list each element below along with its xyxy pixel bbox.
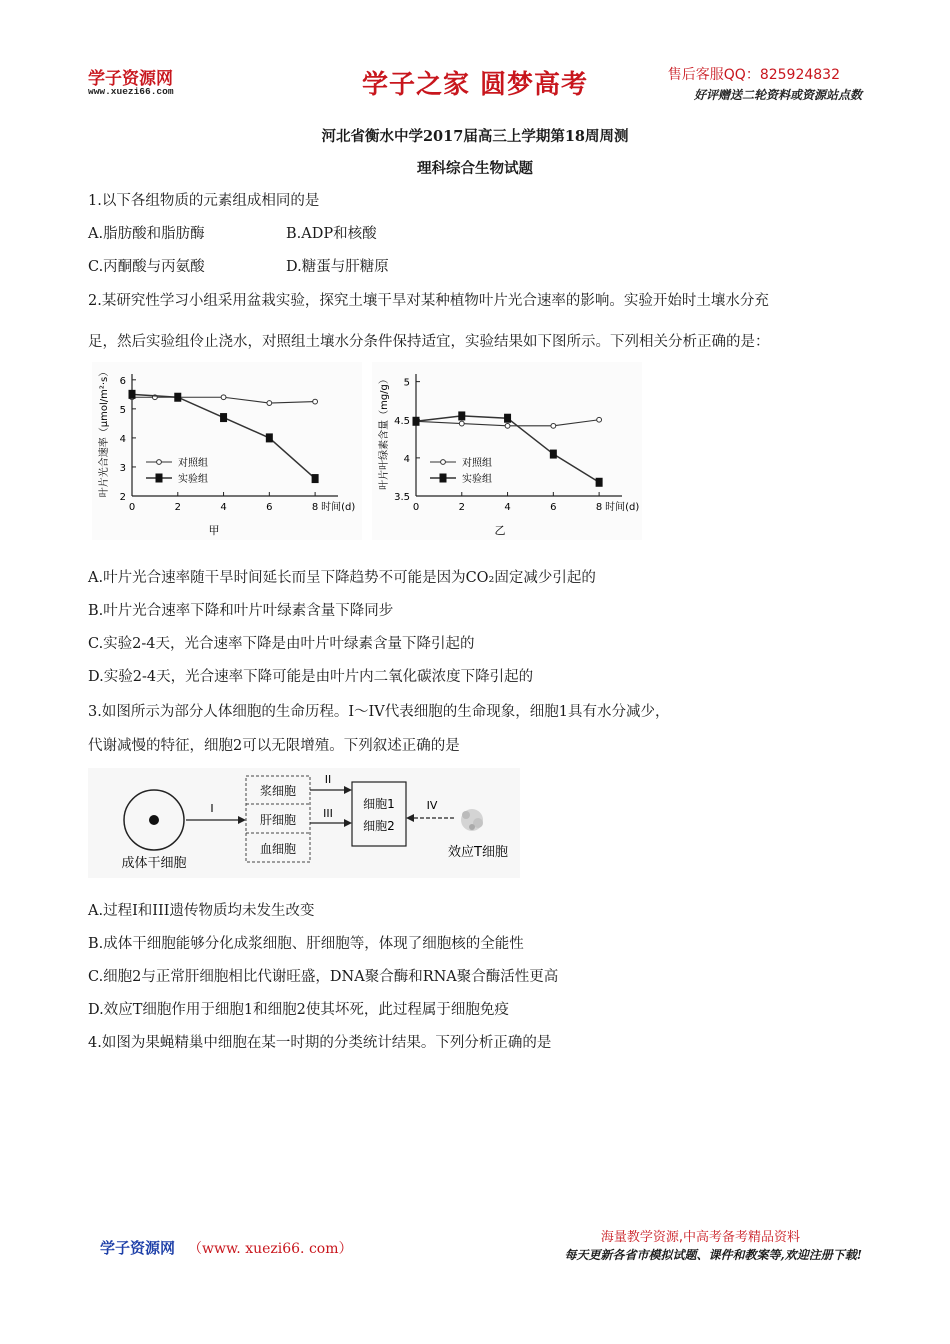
point-experiment <box>312 474 319 483</box>
x-tick-label: 4 <box>504 502 511 513</box>
legend-control-marker <box>157 460 162 465</box>
doc-subtitle: 理科综合生物试题 <box>417 160 533 177</box>
header-note: 好评赠送二轮资料或资源站点数 <box>693 88 862 102</box>
q2-option-b: B.叶片光合速率下降和叶片叶绿素含量下降同步 <box>88 603 394 619</box>
legend-control-marker <box>441 460 446 465</box>
q2-stem-line2: 足，然后实验组伶止浇水，对照组土壤水分条件保持适宜，实验结果如下图所示。下列相关分析正确的是： <box>88 334 770 350</box>
stem-cell-nucleus <box>149 815 159 825</box>
header-url[interactable]: www.xuezi66.com <box>88 86 174 97</box>
effector-label: 效应T细胞 <box>448 845 508 860</box>
header-qq: 售后客服QQ：825924832 <box>667 67 840 83</box>
legend-experiment-marker <box>156 474 163 483</box>
x-tick-label: 8 <box>311 502 319 513</box>
cell-life-diagram <box>88 768 520 878</box>
x-tick-label: 0 <box>412 502 420 513</box>
cell-label-1: 肝细胞 <box>259 813 297 827</box>
q3-option-b: B.成体干细胞能够分化成浆细胞、肝细胞等，体现了细胞核的全能性 <box>88 936 524 952</box>
chart-jia-caption: 甲 <box>208 524 220 537</box>
point-control <box>597 417 602 422</box>
q3-option-d: D.效应T细胞作用于细胞1和细胞2使其坏死，此过程属于细胞免疫 <box>88 1002 509 1018</box>
point-control <box>221 395 226 400</box>
x-tick-label: 2 <box>458 502 465 513</box>
y-tick-label: 2 <box>119 492 126 503</box>
chart-yi-ylabel: 叶片叶绿素含量（mg/g） <box>379 374 390 490</box>
cell-label-0: 浆细胞 <box>259 784 297 798</box>
header-slogan: 学子之家 圆梦高考 <box>361 70 589 100</box>
footer-url[interactable]: （www. xuezi66. com） <box>188 1241 353 1257</box>
footer-red-text: 海量教学资源,中高考备考精品资料 <box>600 1230 800 1245</box>
x-tick-label: 2 <box>174 502 181 513</box>
legend-experiment-label: 实验组 <box>462 474 492 485</box>
q2-option-c: C.实验2-4天，光合速率下降是由叶片叶绿素含量下降引起的 <box>88 636 475 652</box>
y-tick-label: 4 <box>119 433 126 445</box>
legend-experiment-label: 实验组 <box>178 474 208 485</box>
arrow-i-label: I <box>210 802 214 815</box>
point-control <box>505 423 510 428</box>
chart-jia-ylabel: 叶片光合速率（μmol/m²·s） <box>99 366 110 498</box>
point-control <box>267 401 272 406</box>
q4-stem: 4.如图为果蝇精巢中细胞在某一时期的分类统计结果。下列分析正确的是 <box>88 1035 552 1051</box>
point-experiment <box>458 411 465 420</box>
x-tick-label: 0 <box>128 502 136 513</box>
legend-control-label: 对照组 <box>178 458 208 469</box>
q3-option-a: A.过程I和III遗传物质均未发生改变 <box>88 903 315 919</box>
legend-experiment-marker <box>440 474 447 483</box>
y-tick-label: 4 <box>403 453 410 465</box>
x-tick-label: 4 <box>220 502 227 513</box>
q1-option-c: C.丙酮酸与丙氨酸 <box>88 259 205 275</box>
q1-option-d: D.糖蛋与肝糖原 <box>286 259 389 275</box>
cell-label-2: 血细胞 <box>259 842 297 856</box>
y-tick-label: 5 <box>403 377 410 389</box>
target-label-1: 细胞2 <box>363 819 395 833</box>
chart-jia <box>92 362 362 540</box>
footer-black-text: 每天更新各省市模拟试题、课件和教案等,欢迎注册下载! <box>564 1248 862 1262</box>
x-axis-label: 时间(d) <box>605 502 640 513</box>
y-tick-label: 6 <box>119 375 126 387</box>
x-tick-label: 6 <box>550 502 557 513</box>
x-tick-label: 8 <box>595 502 603 513</box>
point-control <box>551 423 556 428</box>
doc-title: 河北省衡水中学2017届高三上学期第18周周测 <box>321 128 629 145</box>
y-tick-label: 3.5 <box>394 492 410 503</box>
point-experiment <box>174 393 181 402</box>
arrow-ii-label: II <box>324 773 332 786</box>
x-axis-label: 时间(d) <box>321 502 356 513</box>
q3-stem-line1: 3.如图所示为部分人体细胞的生命历程。I～IV代表细胞的生命现象，细胞1具有水分减少， <box>88 704 670 720</box>
header-logo: 学子资源网 <box>88 69 173 89</box>
arrow-iv-label: IV <box>426 799 438 812</box>
point-experiment <box>220 413 227 422</box>
point-experiment <box>129 390 136 399</box>
q2-stem-line1: 2.某研究性学习小组采用盆栽实验，探究土壤干旱对某种植物叶片光合速率的影响。实验开始时土壤水分充 <box>88 293 769 309</box>
stem-cell-label: 成体干细胞 <box>121 856 187 871</box>
target-label-0: 细胞1 <box>363 797 395 811</box>
q3-stem-line2: 代谢减慢的特征，细胞2可以无限增殖。下列叙述正确的是 <box>88 738 460 754</box>
point-control <box>313 399 318 404</box>
chart-yi-bg <box>372 362 642 540</box>
effector-t-cell-icon <box>461 809 483 831</box>
point-experiment <box>413 417 420 426</box>
point-experiment <box>266 433 273 442</box>
chart-yi-caption: 乙 <box>494 524 506 537</box>
q2-option-d: D.实验2-4天，光合速率下降可能是由叶片内二氧化碳浓度下降引起的 <box>88 669 534 685</box>
chart-yi <box>372 362 642 540</box>
point-experiment <box>550 450 557 459</box>
q1-stem: 1.以下各组物质的元素组成相同的是 <box>88 193 320 209</box>
point-experiment <box>596 478 603 487</box>
y-tick-label: 4.5 <box>394 415 410 427</box>
q3-option-c: C.细胞2与正常肝细胞相比代谢旺盛，DNA聚合酶和RNA聚合酶活性更高 <box>88 969 559 985</box>
legend-control-label: 对照组 <box>462 458 492 469</box>
q1-option-b: B.ADP和核酸 <box>286 226 377 242</box>
footer-logo: 学子资源网 <box>100 1239 176 1257</box>
point-control <box>459 421 464 426</box>
x-tick-label: 6 <box>266 502 273 513</box>
point-experiment <box>504 414 511 423</box>
y-tick-label: 3 <box>119 462 126 474</box>
q2-option-a: A.叶片光合速率随干旱时间延长而呈下降趋势不可能是因为CO₂固定减少引起的 <box>88 570 596 586</box>
y-tick-label: 5 <box>119 404 126 416</box>
arrow-iii-label: III <box>323 807 333 820</box>
q1-option-a: A.脂肪酸和脂肪酶 <box>88 226 205 242</box>
